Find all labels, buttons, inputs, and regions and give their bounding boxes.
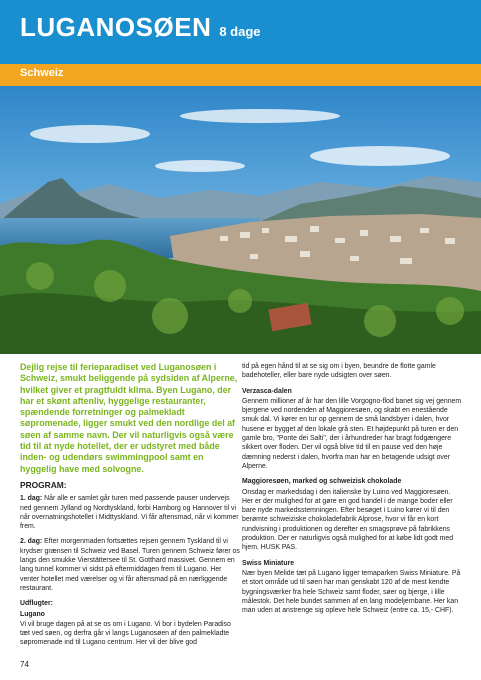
maggiore-text: Onsdag er markedsdag i den italienske by Luino ved Maggioresøen. Her er der mulighed for at gøre en god handel i de mange boder eller bare nyde markedsstemningen. Efter besøget i Luino kører vi til den berømte schweiziske chokoladefabrik Alprose, hvor vi får en kort rundvisning i produktionen og derefter en smagsprøve på fabrikkens produktion. Der er naturligvis også mulighed for at købe lidt godt med hjem. HUSK PAS. bbox=[242, 488, 454, 552]
title-row bbox=[20, 12, 261, 43]
header-banner bbox=[0, 0, 481, 86]
day-1-text: Når alle er samlet går turen med passende pauser undervejs ned gennem Jylland og Nordtyskland, forbi Hamborg og Hannover til vi når overnatningshotellet i Midttyskland. Vi får aftensmad, når vi kommer frem. bbox=[20, 495, 239, 531]
lugano-text: Vi vil bruge dagen på at se os om i Lugano. Vi bor i bydelen Paradiso tæt ved søen, og derfra går vi langs Luganosøen af den palmekladte søpromenade ind til Lugano centrum. Her vil der blive god bbox=[20, 620, 231, 647]
excursions-heading: Udflugter: bbox=[20, 600, 53, 608]
day-1-paragraph bbox=[20, 494, 240, 531]
lugano-heading: Lugano bbox=[20, 610, 45, 618]
lugano-text-continued: tid på egen hånd til at se sig om i byen, beundre de flotte gamle badehoteller, eller bare nyde udsigten over søen. bbox=[242, 363, 436, 380]
program-heading: PROGRAM: bbox=[20, 479, 67, 490]
swiss-miniature-text: Nær byen Melide tæt på Lugano ligger temaparken Swiss Miniature. På et stort område ud til søen har man genskabt 120 af de mest kendte bygningsværker fra hele Schweiz samt floder, søer og bjerge, i lille målestok. Det hele bundet sammen af en lang modeljernbane. Her kan man uden at anstrenge sig opleve hele Schweiz (entre ca. 15,- CHF). bbox=[242, 569, 461, 615]
right-column bbox=[242, 362, 462, 621]
swiss-miniature-heading: Swiss Miniature bbox=[242, 559, 295, 567]
subtitle-bar bbox=[0, 64, 481, 86]
maggiore-heading: Maggioresøen, marked og schweizisk chokolade bbox=[242, 478, 402, 486]
duration-label: 8 dage bbox=[219, 24, 261, 39]
day-2-label: 2. dag: bbox=[20, 538, 43, 546]
verzasca-text: Gennem millioner af år har den lille Vorgogno-flod banet sig vej gennem bjergene ved nordenden af Maggioresøen, og skabt en enestående smuk dal. Vi kører en tur op gennem de små landsbyer i dalen, hvor husene er bygget af den lokale grå sten. Et højdepunkt på turen er den gamle bro, "Ponte dei Salti", der i århundreder har bragt fodgængere sikkert over floden. Der vil også blive tid til en pause ved den høje dæmning nederst i dalen, hvorfra man har en betagende udsigt over Alperne. bbox=[242, 397, 462, 470]
day-1-label: 1. dag: bbox=[20, 495, 43, 503]
intro-paragraph: Dejlig rejse til ferieparadiset ved Luganosøen i Schweiz, smukt beliggende på sydsiden af Alperne, hvilket giver et pragtfuldt klima. Byen Lugano, der har et skønt aftenliv, hyggelige restauranter, spændende forretninger og palmekladt søpromenade, ligger smukt ved den nordlige del af søen af samme navn. Der vil naturligvis også være tid til at nyde hotellet, der er udstyret med både inden- og udendørs swimmingpool samt en hyggelig have med solvogne. bbox=[20, 362, 238, 474]
day-2-text: Efter morgenmaden fortsættes rejsen gennem Tyskland til vi krydser grænsen til Schweiz ved Basel. Turen gennem Schweiz fører os langs den smukke Vierstättersee til St. Gotthard massivet. Gennem en lang tunnel kommer vi sidst på eftermiddagen frem til Lugano. Her venter hotellet med værelser og vi får aftensmad på en nærliggende restaurant. bbox=[20, 538, 240, 592]
verzasca-heading: Verzasca-dalen bbox=[242, 387, 292, 395]
left-column bbox=[20, 362, 240, 654]
page-title: LUGANOSØEN bbox=[20, 12, 212, 42]
country-subtitle: Schweiz bbox=[20, 67, 64, 79]
lake-lugano-landscape-photo bbox=[0, 86, 481, 354]
page-number: 74 bbox=[20, 660, 29, 669]
day-2-paragraph bbox=[20, 537, 240, 593]
